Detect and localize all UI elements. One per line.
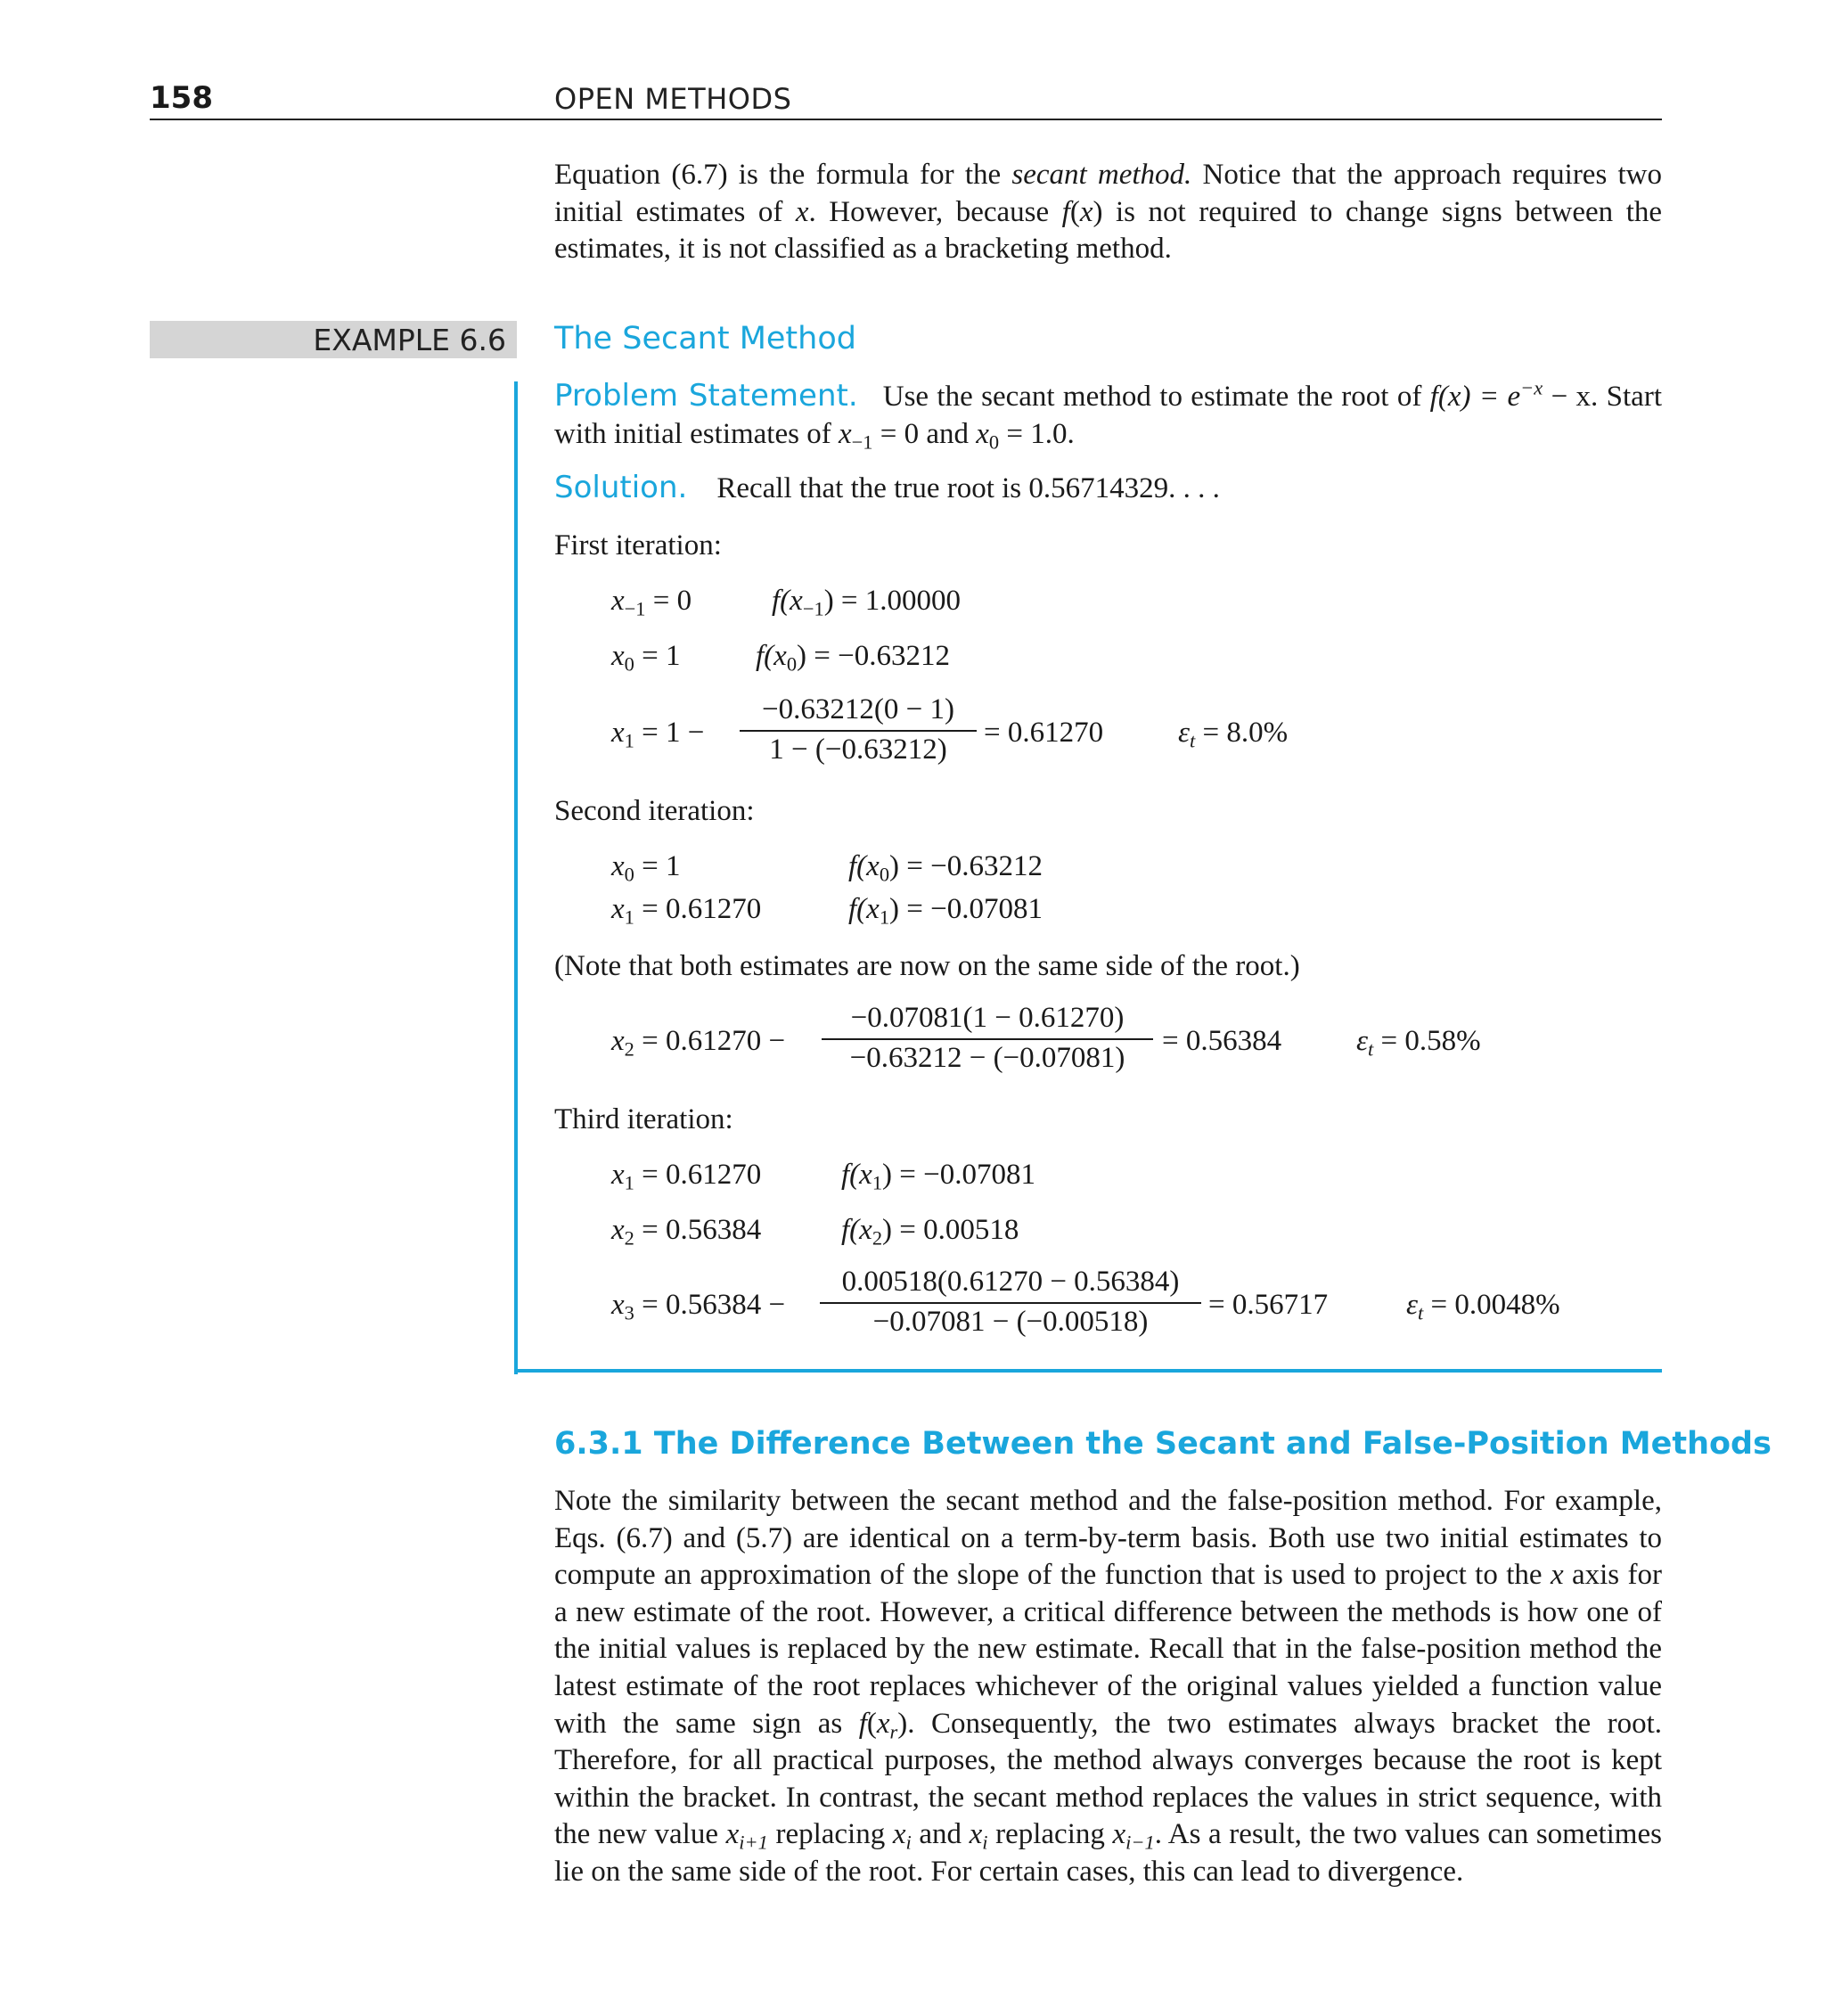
eq3-f-x2: $f(x_2) = 0.00518$ <box>841 1214 1019 1250</box>
eq-x2-fraction: −0.07081(1 − 0.61270) −0.63212 − (−0.07081) <box>822 1002 1153 1075</box>
example-bottom-rule <box>514 1369 1662 1373</box>
first-iteration-label: First iteration: <box>554 529 722 561</box>
eq-f-x-minus1: $f(x_{-1}) = 1.00000$ <box>772 585 962 620</box>
eq3-x1: $x_1 = 0.61270$ <box>611 1159 762 1194</box>
intro-paragraph: Equation (6.7) is the formula for the secant method. Notice that the approach requires two initial estimates of x. However, because f(x) is not required to change signs between the estimates, it is not classified as a bracketing method. <box>554 159 1663 265</box>
problem-heading: Problem Statement. <box>554 378 858 414</box>
eq-x-minus1: $x_{-1} = 0$ <box>611 585 692 620</box>
eq2-x1: $x_1 = 0.61270$ <box>611 893 762 929</box>
problem-statement: Problem Statement. Use the secant method to estimate the root of $f(x) = e^{-x} - x$. Start with initial estimates of $x_{-1} = 0$ and $x_0 = 1.0$. <box>554 376 1662 454</box>
second-iteration-label: Second iteration: <box>554 795 755 827</box>
solution-heading: Solution. <box>554 470 688 505</box>
eq-x1-fraction: −0.63212(0 − 1) 1 − (−0.63212) <box>740 693 977 766</box>
page-number: 158 <box>150 80 213 116</box>
third-iteration-label: Third iteration: <box>554 1103 733 1135</box>
eq3-x2: $x_2 = 0.56384$ <box>611 1214 762 1250</box>
eq-f-x0: $f(x_0) = -0.63212$ <box>756 640 950 676</box>
running-head: OPEN METHODS <box>554 82 792 116</box>
example-label: EXAMPLE 6.6 <box>313 323 506 357</box>
eq2-x0: $x_0 = 1$ <box>611 850 681 886</box>
eq-x1-result: = 0.61270 <box>984 717 1104 749</box>
example-title: The Secant Method <box>554 321 856 356</box>
eq-x1-lhs: $x_1 = 1$ − <box>611 717 705 752</box>
eq2-f-x0: $f(x_0) = -0.63212$ <box>848 850 1043 886</box>
example-label-band <box>150 321 517 358</box>
eq-x3-result: = 0.56717 <box>1208 1289 1329 1321</box>
example-vertical-rule <box>514 381 518 1374</box>
solution-line: Solution. Recall that the true root is 0.56714329. . . . <box>554 470 1220 505</box>
eq-x2-error: $\varepsilon_t = 0.58\%$ <box>1356 1025 1481 1061</box>
eq3-f-x1: $f(x_1) = -0.07081$ <box>841 1159 1035 1194</box>
header-rule <box>150 119 1662 120</box>
eq-x2-result: = 0.56384 <box>1162 1025 1282 1057</box>
eq-x3-fraction: 0.00518(0.61270 − 0.56384) −0.07081 − (−0.00518) <box>820 1266 1201 1339</box>
eq-x0: $x_0 = 1$ <box>611 640 681 676</box>
eq2-f-x1: $f(x_1) = -0.07081$ <box>848 893 1043 929</box>
eq-x2-lhs: $x_2 = 0.61270$ − <box>611 1025 786 1061</box>
subsection-paragraph: Note the similarity between the secant method and the false-position method. For example, Eqs. (6.7) and (5.7) are identical on a term-by-term basis. Both use two initial estimates to compute an approximation of the slope of the function that is used to project to the x axis for a new estimate of the root. However, a critical difference between the methods is how one of the initial values is replaced by the new estimate. Recall that in the false-position method the latest estimate of the root replaces whichever of the original values yielded a function value with the same sign as $f(x_r)$. Consequently, the two estimates always bracket the root. Therefore, for all practical purposes, the method always converges because the root is kept within the bracket. In contrast, the secant method replaces the values in strict sequence, with the new value $x_{i+1}$ replacing $x_i$ and $x_i$ replacing $x_{i-1}$. As a result, the two values can sometimes lie on the same side of the root. For certain cases, this can lead to divergence. <box>554 1485 1663 1888</box>
eq-x3-lhs: $x_3 = 0.56384$ − <box>611 1289 786 1324</box>
subsection-heading: 6.3.1 The Difference Between the Secant and False-Position Methods <box>554 1426 1772 1462</box>
eq-x1-error: $\varepsilon_t = 8.0\%$ <box>1178 717 1289 752</box>
note-line: (Note that both estimates are now on the same side of the root.) <box>554 950 1300 982</box>
eq-x3-error: $\varepsilon_t = 0.0048\%$ <box>1406 1289 1560 1324</box>
